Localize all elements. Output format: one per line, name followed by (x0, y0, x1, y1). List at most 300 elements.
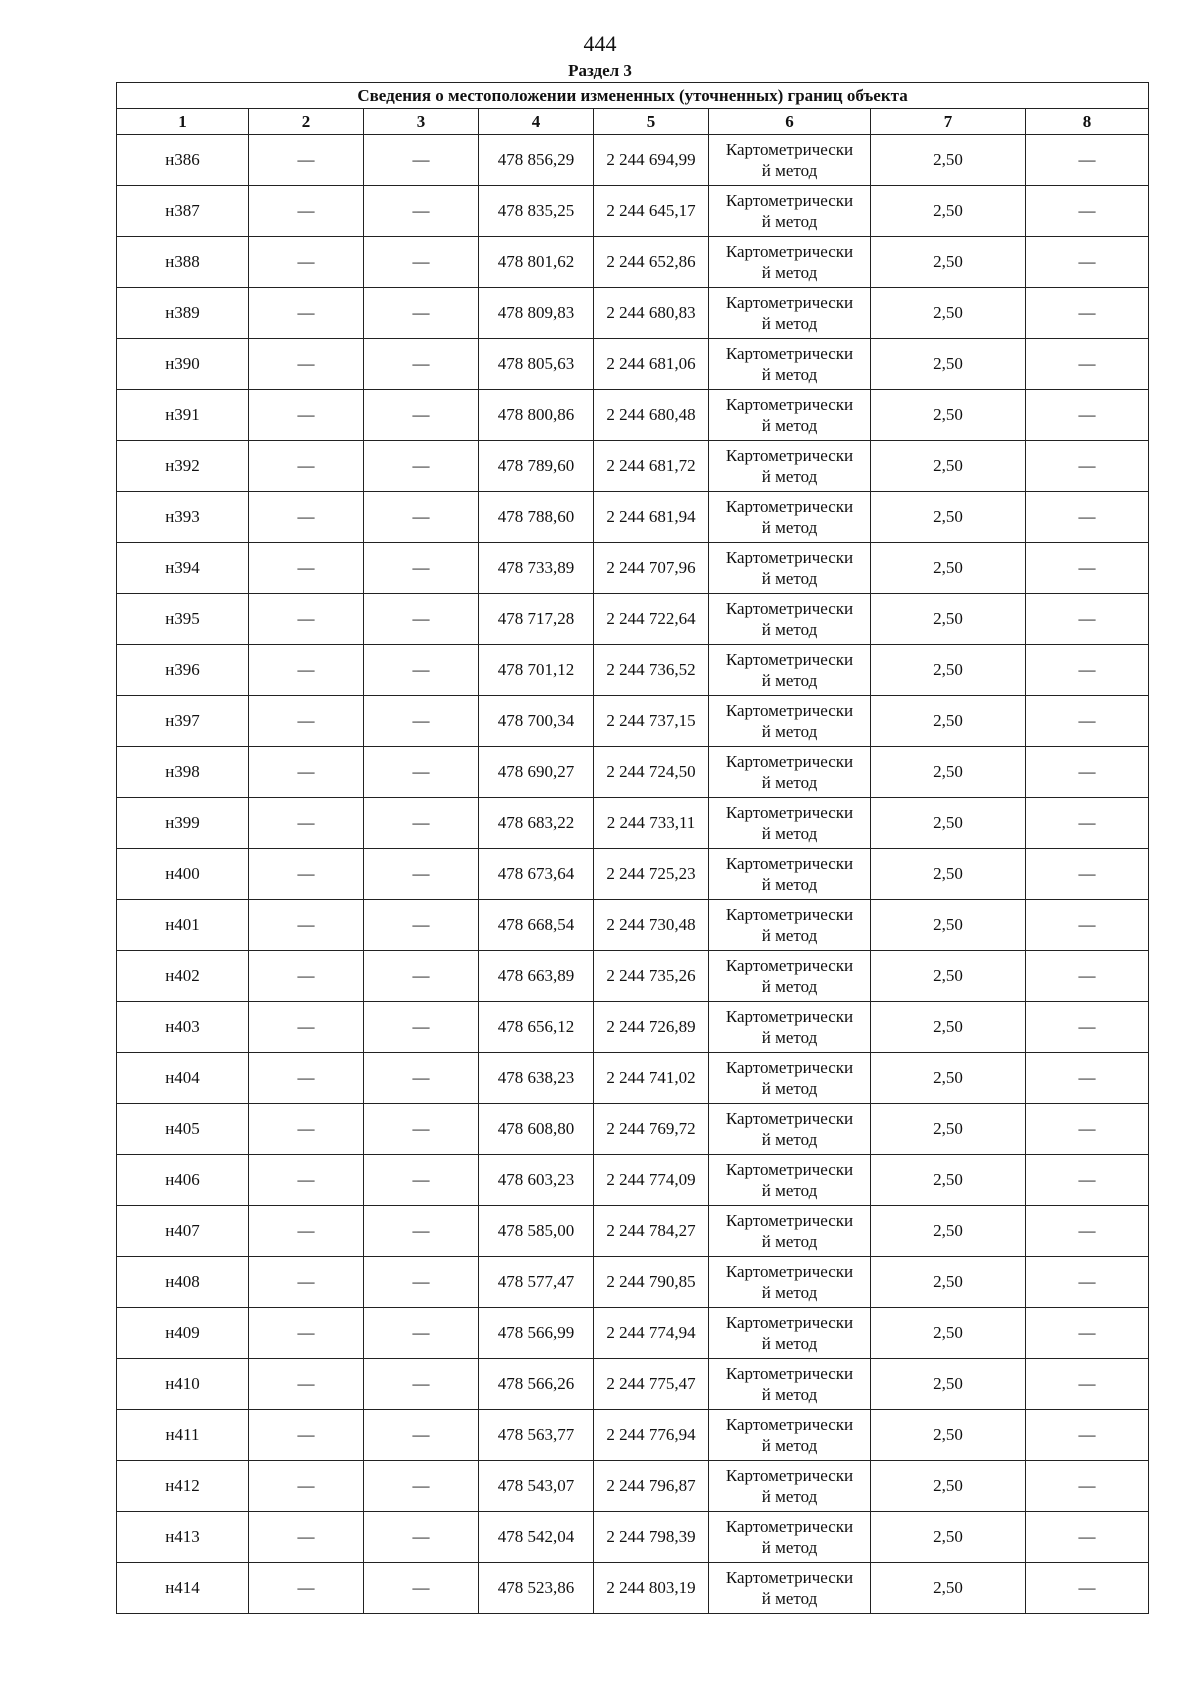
method-line-2: й метод (761, 620, 818, 639)
accuracy-cell: 2,50 (871, 1002, 1026, 1053)
method-cell (709, 900, 871, 951)
point-cell: н388 (117, 237, 249, 288)
table-row (117, 492, 1149, 543)
column-2-cell: — (249, 900, 364, 951)
column-2-cell: — (249, 135, 364, 186)
accuracy-cell: 2,50 (871, 1104, 1026, 1155)
table-row (117, 186, 1149, 237)
y-coordinate-cell: 2 244 681,72 (594, 441, 709, 492)
point-cell: н394 (117, 543, 249, 594)
point-cell: н406 (117, 1155, 249, 1206)
point-cell: н386 (117, 135, 249, 186)
point-cell: н402 (117, 951, 249, 1002)
method-line-1: Картометрически (725, 548, 854, 567)
column-3-cell: — (364, 186, 479, 237)
column-8-cell: — (1026, 951, 1149, 1002)
column-2-cell: — (249, 1359, 364, 1410)
column-2-cell: — (249, 1002, 364, 1053)
method-line-2: й метод (761, 1079, 818, 1098)
column-8-cell: — (1026, 1308, 1149, 1359)
x-coordinate-cell: 478 700,34 (479, 696, 594, 747)
method-cell (709, 135, 871, 186)
accuracy-cell: 2,50 (871, 1053, 1026, 1104)
column-3-cell: — (364, 900, 479, 951)
column-3-cell: — (364, 1053, 479, 1104)
column-2-cell: — (249, 288, 364, 339)
column-3-cell: — (364, 390, 479, 441)
column-number: 3 (364, 109, 479, 135)
column-2-cell: — (249, 951, 364, 1002)
y-coordinate-cell: 2 244 645,17 (594, 186, 709, 237)
accuracy-cell: 2,50 (871, 747, 1026, 798)
table-row (117, 390, 1149, 441)
accuracy-cell: 2,50 (871, 645, 1026, 696)
method-cell (709, 543, 871, 594)
method-cell (709, 186, 871, 237)
column-8-cell: — (1026, 1257, 1149, 1308)
column-8-cell: — (1026, 747, 1149, 798)
column-2-cell: — (249, 1206, 364, 1257)
y-coordinate-cell: 2 244 680,48 (594, 390, 709, 441)
accuracy-cell: 2,50 (871, 1257, 1026, 1308)
x-coordinate-cell: 478 542,04 (479, 1512, 594, 1563)
column-8-cell: — (1026, 1053, 1149, 1104)
method-line-2: й метод (761, 824, 818, 843)
table-row (117, 951, 1149, 1002)
y-coordinate-cell: 2 244 737,15 (594, 696, 709, 747)
column-8-cell: — (1026, 1410, 1149, 1461)
method-cell (709, 1257, 871, 1308)
accuracy-cell: 2,50 (871, 1512, 1026, 1563)
column-3-cell: — (364, 849, 479, 900)
y-coordinate-cell: 2 244 784,27 (594, 1206, 709, 1257)
table-row (117, 237, 1149, 288)
method-line-1: Картометрически (725, 803, 854, 822)
table-row (117, 1512, 1149, 1563)
table-row (117, 441, 1149, 492)
method-line-1: Картометрически (725, 1160, 854, 1179)
column-3-cell: — (364, 1002, 479, 1053)
y-coordinate-cell: 2 244 681,06 (594, 339, 709, 390)
column-2-cell: — (249, 186, 364, 237)
point-cell: н408 (117, 1257, 249, 1308)
table-row (117, 1461, 1149, 1512)
table-row (117, 1104, 1149, 1155)
column-8-cell: — (1026, 492, 1149, 543)
y-coordinate-cell: 2 244 707,96 (594, 543, 709, 594)
x-coordinate-cell: 478 805,63 (479, 339, 594, 390)
accuracy-cell: 2,50 (871, 951, 1026, 1002)
column-8-cell: — (1026, 1512, 1149, 1563)
column-8-cell: — (1026, 1155, 1149, 1206)
x-coordinate-cell: 478 603,23 (479, 1155, 594, 1206)
method-line-1: Картометрически (725, 1211, 854, 1230)
y-coordinate-cell: 2 244 803,19 (594, 1563, 709, 1614)
column-8-cell: — (1026, 288, 1149, 339)
column-8-cell: — (1026, 798, 1149, 849)
y-coordinate-cell: 2 244 736,52 (594, 645, 709, 696)
column-2-cell: — (249, 1053, 364, 1104)
point-cell: н403 (117, 1002, 249, 1053)
method-cell (709, 1206, 871, 1257)
method-line-2: й метод (761, 1283, 818, 1302)
x-coordinate-cell: 478 717,28 (479, 594, 594, 645)
method-line-1: Картометрически (725, 1517, 854, 1536)
method-line-1: Картометрически (725, 1466, 854, 1485)
y-coordinate-cell: 2 244 652,86 (594, 237, 709, 288)
method-line-1: Картометрически (725, 854, 854, 873)
method-cell (709, 1002, 871, 1053)
y-coordinate-cell: 2 244 680,83 (594, 288, 709, 339)
y-coordinate-cell: 2 244 769,72 (594, 1104, 709, 1155)
x-coordinate-cell: 478 638,23 (479, 1053, 594, 1104)
y-coordinate-cell: 2 244 774,09 (594, 1155, 709, 1206)
column-3-cell: — (364, 645, 479, 696)
accuracy-cell: 2,50 (871, 186, 1026, 237)
table-body (117, 135, 1149, 1614)
column-8-cell: — (1026, 645, 1149, 696)
x-coordinate-cell: 478 789,60 (479, 441, 594, 492)
method-line-1: Картометрически (725, 1415, 854, 1434)
method-line-2: й метод (761, 977, 818, 996)
x-coordinate-cell: 478 801,62 (479, 237, 594, 288)
table-row (117, 747, 1149, 798)
column-number: 1 (117, 109, 249, 135)
column-2-cell: — (249, 1512, 364, 1563)
accuracy-cell: 2,50 (871, 1308, 1026, 1359)
table-row (117, 135, 1149, 186)
y-coordinate-cell: 2 244 722,64 (594, 594, 709, 645)
table-caption: Сведения о местоположении измененных (уточненных) границ объекта (117, 83, 1149, 109)
column-8-cell: — (1026, 1461, 1149, 1512)
y-coordinate-cell: 2 244 694,99 (594, 135, 709, 186)
x-coordinate-cell: 478 563,77 (479, 1410, 594, 1461)
column-8-cell: — (1026, 135, 1149, 186)
method-cell (709, 1359, 871, 1410)
column-8-cell: — (1026, 849, 1149, 900)
method-cell (709, 696, 871, 747)
accuracy-cell: 2,50 (871, 1359, 1026, 1410)
method-line-1: Картометрически (725, 701, 854, 720)
y-coordinate-cell: 2 244 724,50 (594, 747, 709, 798)
column-3-cell: — (364, 1512, 479, 1563)
point-cell: н412 (117, 1461, 249, 1512)
column-2-cell: — (249, 1461, 364, 1512)
method-line-2: й метод (761, 1436, 818, 1455)
y-coordinate-cell: 2 244 775,47 (594, 1359, 709, 1410)
method-cell (709, 849, 871, 900)
point-cell: н410 (117, 1359, 249, 1410)
method-line-1: Картометрически (725, 1109, 854, 1128)
method-line-2: й метод (761, 263, 818, 282)
column-8-cell: — (1026, 1002, 1149, 1053)
column-8-cell: — (1026, 237, 1149, 288)
accuracy-cell: 2,50 (871, 135, 1026, 186)
accuracy-cell: 2,50 (871, 1410, 1026, 1461)
page-number: 444 (583, 31, 617, 56)
x-coordinate-cell: 478 856,29 (479, 135, 594, 186)
column-3-cell: — (364, 747, 479, 798)
method-line-1: Картометрически (725, 599, 854, 618)
method-line-1: Картометрически (725, 242, 854, 261)
column-3-cell: — (364, 1563, 479, 1614)
x-coordinate-cell: 478 701,12 (479, 645, 594, 696)
column-8-cell: — (1026, 441, 1149, 492)
point-cell: н395 (117, 594, 249, 645)
column-8-cell: — (1026, 1206, 1149, 1257)
column-2-cell: — (249, 543, 364, 594)
method-line-1: Картометрически (725, 650, 854, 669)
x-coordinate-cell: 478 800,86 (479, 390, 594, 441)
column-2-cell: — (249, 492, 364, 543)
x-coordinate-cell: 478 656,12 (479, 1002, 594, 1053)
column-3-cell: — (364, 237, 479, 288)
method-line-2: й метод (761, 1028, 818, 1047)
column-3-cell: — (364, 594, 479, 645)
method-cell (709, 594, 871, 645)
table-row (117, 288, 1149, 339)
column-2-cell: — (249, 1257, 364, 1308)
point-cell: н390 (117, 339, 249, 390)
point-cell: н398 (117, 747, 249, 798)
y-coordinate-cell: 2 244 798,39 (594, 1512, 709, 1563)
table-row (117, 849, 1149, 900)
method-line-2: й метод (761, 1589, 818, 1608)
column-2-cell: — (249, 390, 364, 441)
y-coordinate-cell: 2 244 726,89 (594, 1002, 709, 1053)
column-2-cell: — (249, 1308, 364, 1359)
method-cell (709, 1563, 871, 1614)
accuracy-cell: 2,50 (871, 288, 1026, 339)
column-8-cell: — (1026, 543, 1149, 594)
column-2-cell: — (249, 237, 364, 288)
point-cell: н392 (117, 441, 249, 492)
method-cell (709, 1155, 871, 1206)
x-coordinate-cell: 478 543,07 (479, 1461, 594, 1512)
method-cell (709, 1461, 871, 1512)
method-cell (709, 798, 871, 849)
y-coordinate-cell: 2 244 725,23 (594, 849, 709, 900)
method-cell (709, 390, 871, 441)
method-line-2: й метод (761, 773, 818, 792)
accuracy-cell: 2,50 (871, 339, 1026, 390)
x-coordinate-cell: 478 585,00 (479, 1206, 594, 1257)
column-3-cell: — (364, 339, 479, 390)
accuracy-cell: 2,50 (871, 696, 1026, 747)
method-line-2: й метод (761, 1385, 818, 1404)
column-number: 5 (594, 109, 709, 135)
column-3-cell: — (364, 543, 479, 594)
y-coordinate-cell: 2 244 735,26 (594, 951, 709, 1002)
accuracy-cell: 2,50 (871, 1206, 1026, 1257)
method-line-1: Картометрически (725, 1568, 854, 1587)
column-8-cell: — (1026, 696, 1149, 747)
point-cell: н413 (117, 1512, 249, 1563)
point-cell: н389 (117, 288, 249, 339)
accuracy-cell: 2,50 (871, 900, 1026, 951)
column-8-cell: — (1026, 186, 1149, 237)
method-line-1: Картометрически (725, 344, 854, 363)
method-cell (709, 339, 871, 390)
method-cell (709, 441, 871, 492)
column-2-cell: — (249, 1155, 364, 1206)
column-number-row (117, 109, 1149, 135)
column-3-cell: — (364, 951, 479, 1002)
y-coordinate-cell: 2 244 730,48 (594, 900, 709, 951)
point-cell: н401 (117, 900, 249, 951)
y-coordinate-cell: 2 244 681,94 (594, 492, 709, 543)
method-line-1: Картометрически (725, 446, 854, 465)
accuracy-cell: 2,50 (871, 1563, 1026, 1614)
table-row (117, 1002, 1149, 1053)
table-row (117, 645, 1149, 696)
method-line-1: Картометрически (725, 905, 854, 924)
method-line-1: Картометрически (725, 395, 854, 414)
column-8-cell: — (1026, 1359, 1149, 1410)
accuracy-cell: 2,50 (871, 543, 1026, 594)
method-cell (709, 288, 871, 339)
x-coordinate-cell: 478 673,64 (479, 849, 594, 900)
x-coordinate-cell: 478 668,54 (479, 900, 594, 951)
method-line-1: Картометрически (725, 293, 854, 312)
method-line-2: й метод (761, 416, 818, 435)
accuracy-cell: 2,50 (871, 441, 1026, 492)
column-2-cell: — (249, 339, 364, 390)
point-cell: н387 (117, 186, 249, 237)
point-cell: н414 (117, 1563, 249, 1614)
column-number: 4 (479, 109, 594, 135)
column-2-cell: — (249, 1104, 364, 1155)
method-line-1: Картометрически (725, 1058, 854, 1077)
column-8-cell: — (1026, 339, 1149, 390)
x-coordinate-cell: 478 566,99 (479, 1308, 594, 1359)
table-row (117, 900, 1149, 951)
table-row (117, 1257, 1149, 1308)
x-coordinate-cell: 478 663,89 (479, 951, 594, 1002)
column-3-cell: — (364, 1257, 479, 1308)
column-3-cell: — (364, 1410, 479, 1461)
y-coordinate-cell: 2 244 776,94 (594, 1410, 709, 1461)
point-cell: н393 (117, 492, 249, 543)
method-line-1: Картометрически (725, 497, 854, 516)
column-3-cell: — (364, 492, 479, 543)
method-cell (709, 237, 871, 288)
accuracy-cell: 2,50 (871, 492, 1026, 543)
table-row (117, 1053, 1149, 1104)
column-3-cell: — (364, 288, 479, 339)
column-3-cell: — (364, 1359, 479, 1410)
method-line-2: й метод (761, 467, 818, 486)
x-coordinate-cell: 478 683,22 (479, 798, 594, 849)
accuracy-cell: 2,50 (871, 1461, 1026, 1512)
method-line-2: й метод (761, 926, 818, 945)
point-cell: н407 (117, 1206, 249, 1257)
method-cell (709, 1308, 871, 1359)
method-line-2: й метод (761, 671, 818, 690)
method-line-2: й метод (761, 1487, 818, 1506)
x-coordinate-cell: 478 690,27 (479, 747, 594, 798)
point-cell: н391 (117, 390, 249, 441)
method-line-2: й метод (761, 212, 818, 231)
accuracy-cell: 2,50 (871, 594, 1026, 645)
table-row (117, 1206, 1149, 1257)
table-row (117, 1359, 1149, 1410)
column-3-cell: — (364, 1461, 479, 1512)
method-line-1: Картометрически (725, 956, 854, 975)
column-3-cell: — (364, 798, 479, 849)
method-line-2: й метод (761, 1181, 818, 1200)
column-number: 6 (709, 109, 871, 135)
column-8-cell: — (1026, 900, 1149, 951)
method-line-2: й метод (761, 1130, 818, 1149)
method-line-2: й метод (761, 365, 818, 384)
column-8-cell: — (1026, 1563, 1149, 1614)
x-coordinate-cell: 478 809,83 (479, 288, 594, 339)
column-3-cell: — (364, 696, 479, 747)
point-cell: н404 (117, 1053, 249, 1104)
method-line-1: Картометрически (725, 1313, 854, 1332)
column-number: 2 (249, 109, 364, 135)
y-coordinate-cell: 2 244 790,85 (594, 1257, 709, 1308)
table-row (117, 543, 1149, 594)
column-3-cell: — (364, 1308, 479, 1359)
y-coordinate-cell: 2 244 741,02 (594, 1053, 709, 1104)
column-3-cell: — (364, 1104, 479, 1155)
method-cell (709, 747, 871, 798)
x-coordinate-cell: 478 523,86 (479, 1563, 594, 1614)
method-line-2: й метод (761, 314, 818, 333)
point-cell: н409 (117, 1308, 249, 1359)
point-cell: н397 (117, 696, 249, 747)
table-row (117, 1155, 1149, 1206)
x-coordinate-cell: 478 608,80 (479, 1104, 594, 1155)
method-line-2: й метод (761, 518, 818, 537)
column-2-cell: — (249, 849, 364, 900)
column-2-cell: — (249, 696, 364, 747)
column-3-cell: — (364, 1206, 479, 1257)
method-cell (709, 951, 871, 1002)
method-line-2: й метод (761, 722, 818, 741)
x-coordinate-cell: 478 733,89 (479, 543, 594, 594)
method-line-2: й метод (761, 1538, 818, 1557)
column-8-cell: — (1026, 594, 1149, 645)
point-cell: н396 (117, 645, 249, 696)
method-line-2: й метод (761, 1334, 818, 1353)
point-cell: н400 (117, 849, 249, 900)
method-line-1: Картометрически (725, 140, 854, 159)
y-coordinate-cell: 2 244 733,11 (594, 798, 709, 849)
method-line-2: й метод (761, 161, 818, 180)
point-cell: н411 (117, 1410, 249, 1461)
column-8-cell: — (1026, 1104, 1149, 1155)
point-cell: н399 (117, 798, 249, 849)
accuracy-cell: 2,50 (871, 237, 1026, 288)
method-line-2: й метод (761, 875, 818, 894)
column-2-cell: — (249, 1563, 364, 1614)
column-2-cell: — (249, 441, 364, 492)
table-row (117, 696, 1149, 747)
accuracy-cell: 2,50 (871, 849, 1026, 900)
table-row (117, 339, 1149, 390)
column-number: 7 (871, 109, 1026, 135)
accuracy-cell: 2,50 (871, 390, 1026, 441)
column-8-cell: — (1026, 390, 1149, 441)
column-2-cell: — (249, 594, 364, 645)
table-row (117, 1563, 1149, 1614)
method-line-1: Картометрически (725, 191, 854, 210)
method-cell (709, 1410, 871, 1461)
x-coordinate-cell: 478 577,47 (479, 1257, 594, 1308)
